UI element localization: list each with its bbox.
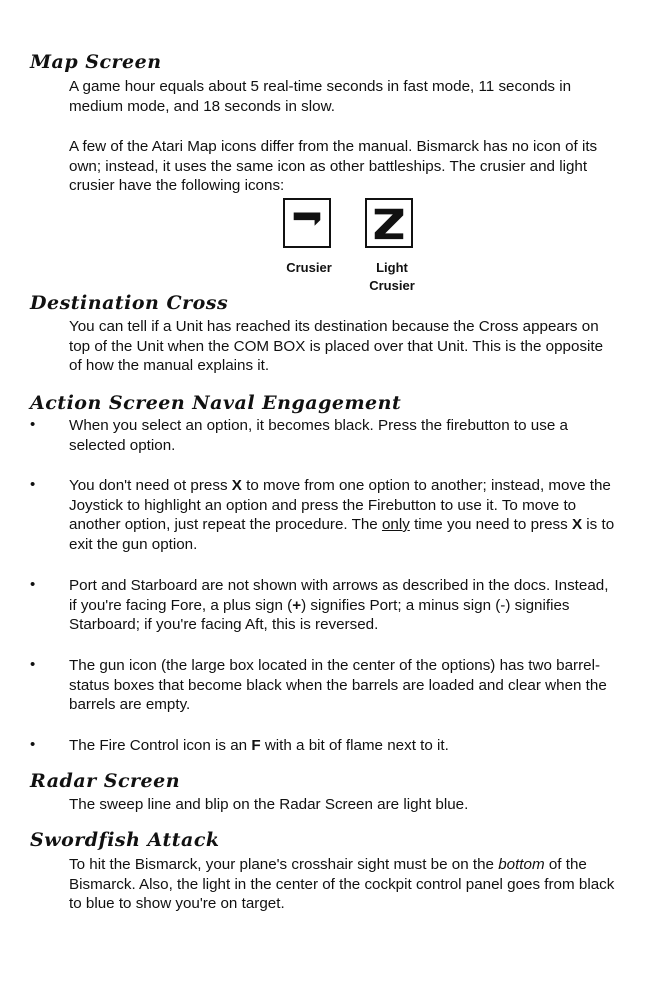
map-screen-p1: A game hour equals about 5 real-time seconds in fast mode, 11 seconds in medium mode, and 18 seconds in slow.: [69, 78, 572, 115]
map-icons-figure: [281, 198, 421, 298]
bullet-marker: •: [30, 736, 36, 753]
map-screen-p2: A few of the Atari Map icons differ from the manual. Bismarck has no icon of its own; instead, it uses the same icon as other battleships. The crusier and light crusier have the following icons:: [69, 138, 598, 194]
cruiser-glyph: [288, 203, 326, 243]
action-screen-heading: Action Screen Naval Engagement: [30, 392, 402, 414]
swordfish-attack-p1: To hit the Bismarck, your plane's crosshair sight must be on the bottom of the Bismarck. Also, the light in the center of the cockpit control panel goes from black to blue to show you're on target.: [69, 856, 615, 912]
radar-screen-p1: The sweep line and blip on the Radar Screen are light blue.: [69, 796, 469, 813]
light-cruiser-label-1: Light: [376, 260, 408, 275]
cruiser-icon: [283, 198, 331, 248]
action-bullet-5: The Fire Control icon is an F with a bit of flame next to it.: [69, 737, 449, 754]
cruiser-label: Crusier: [286, 260, 332, 275]
swordfish-attack-heading: Swordfish Attack: [30, 829, 220, 851]
bullet-marker: •: [30, 476, 36, 493]
map-screen-heading: Map Screen: [30, 51, 162, 73]
light-cruiser-glyph: [370, 203, 408, 243]
light-cruiser-label-2: Crusier: [369, 278, 415, 293]
action-bullet-2: You don't need ot press X to move from one option to another; instead, move the Joystick to highlight an option and press the Firebutton to use it. To move to another option, just repeat the procedure. The only time you need to press X is to exit the gun option.: [69, 477, 615, 553]
destination-cross-p1: You can tell if a Unit has reached its destination because the Cross appears on top of the Unit when the COM BOX is placed over that Unit. This is the opposite of how the manual explains it.: [69, 318, 604, 374]
destination-cross-heading: Destination Cross: [30, 292, 229, 314]
radar-screen-heading: Radar Screen: [30, 770, 181, 792]
bullet-marker: •: [30, 416, 36, 433]
bullet-marker: •: [30, 576, 36, 593]
light-cruiser-icon: [365, 198, 413, 248]
action-bullet-4: The gun icon (the large box located in the center of the options) has two barrel-status boxes that become black when the barrels are loaded and clear when the barrels are empty.: [69, 657, 607, 713]
bullet-marker: •: [30, 656, 36, 673]
action-bullet-1: When you select an option, it becomes black. Press the firebutton to use a selected option.: [69, 417, 568, 454]
action-bullet-3: Port and Starboard are not shown with arrows as described in the docs. Instead, if you're facing Fore, a plus sign (+) signifies Port; a minus sign (-) signifies Starboard; if you're facing Aft, this is reversed.: [69, 577, 609, 633]
